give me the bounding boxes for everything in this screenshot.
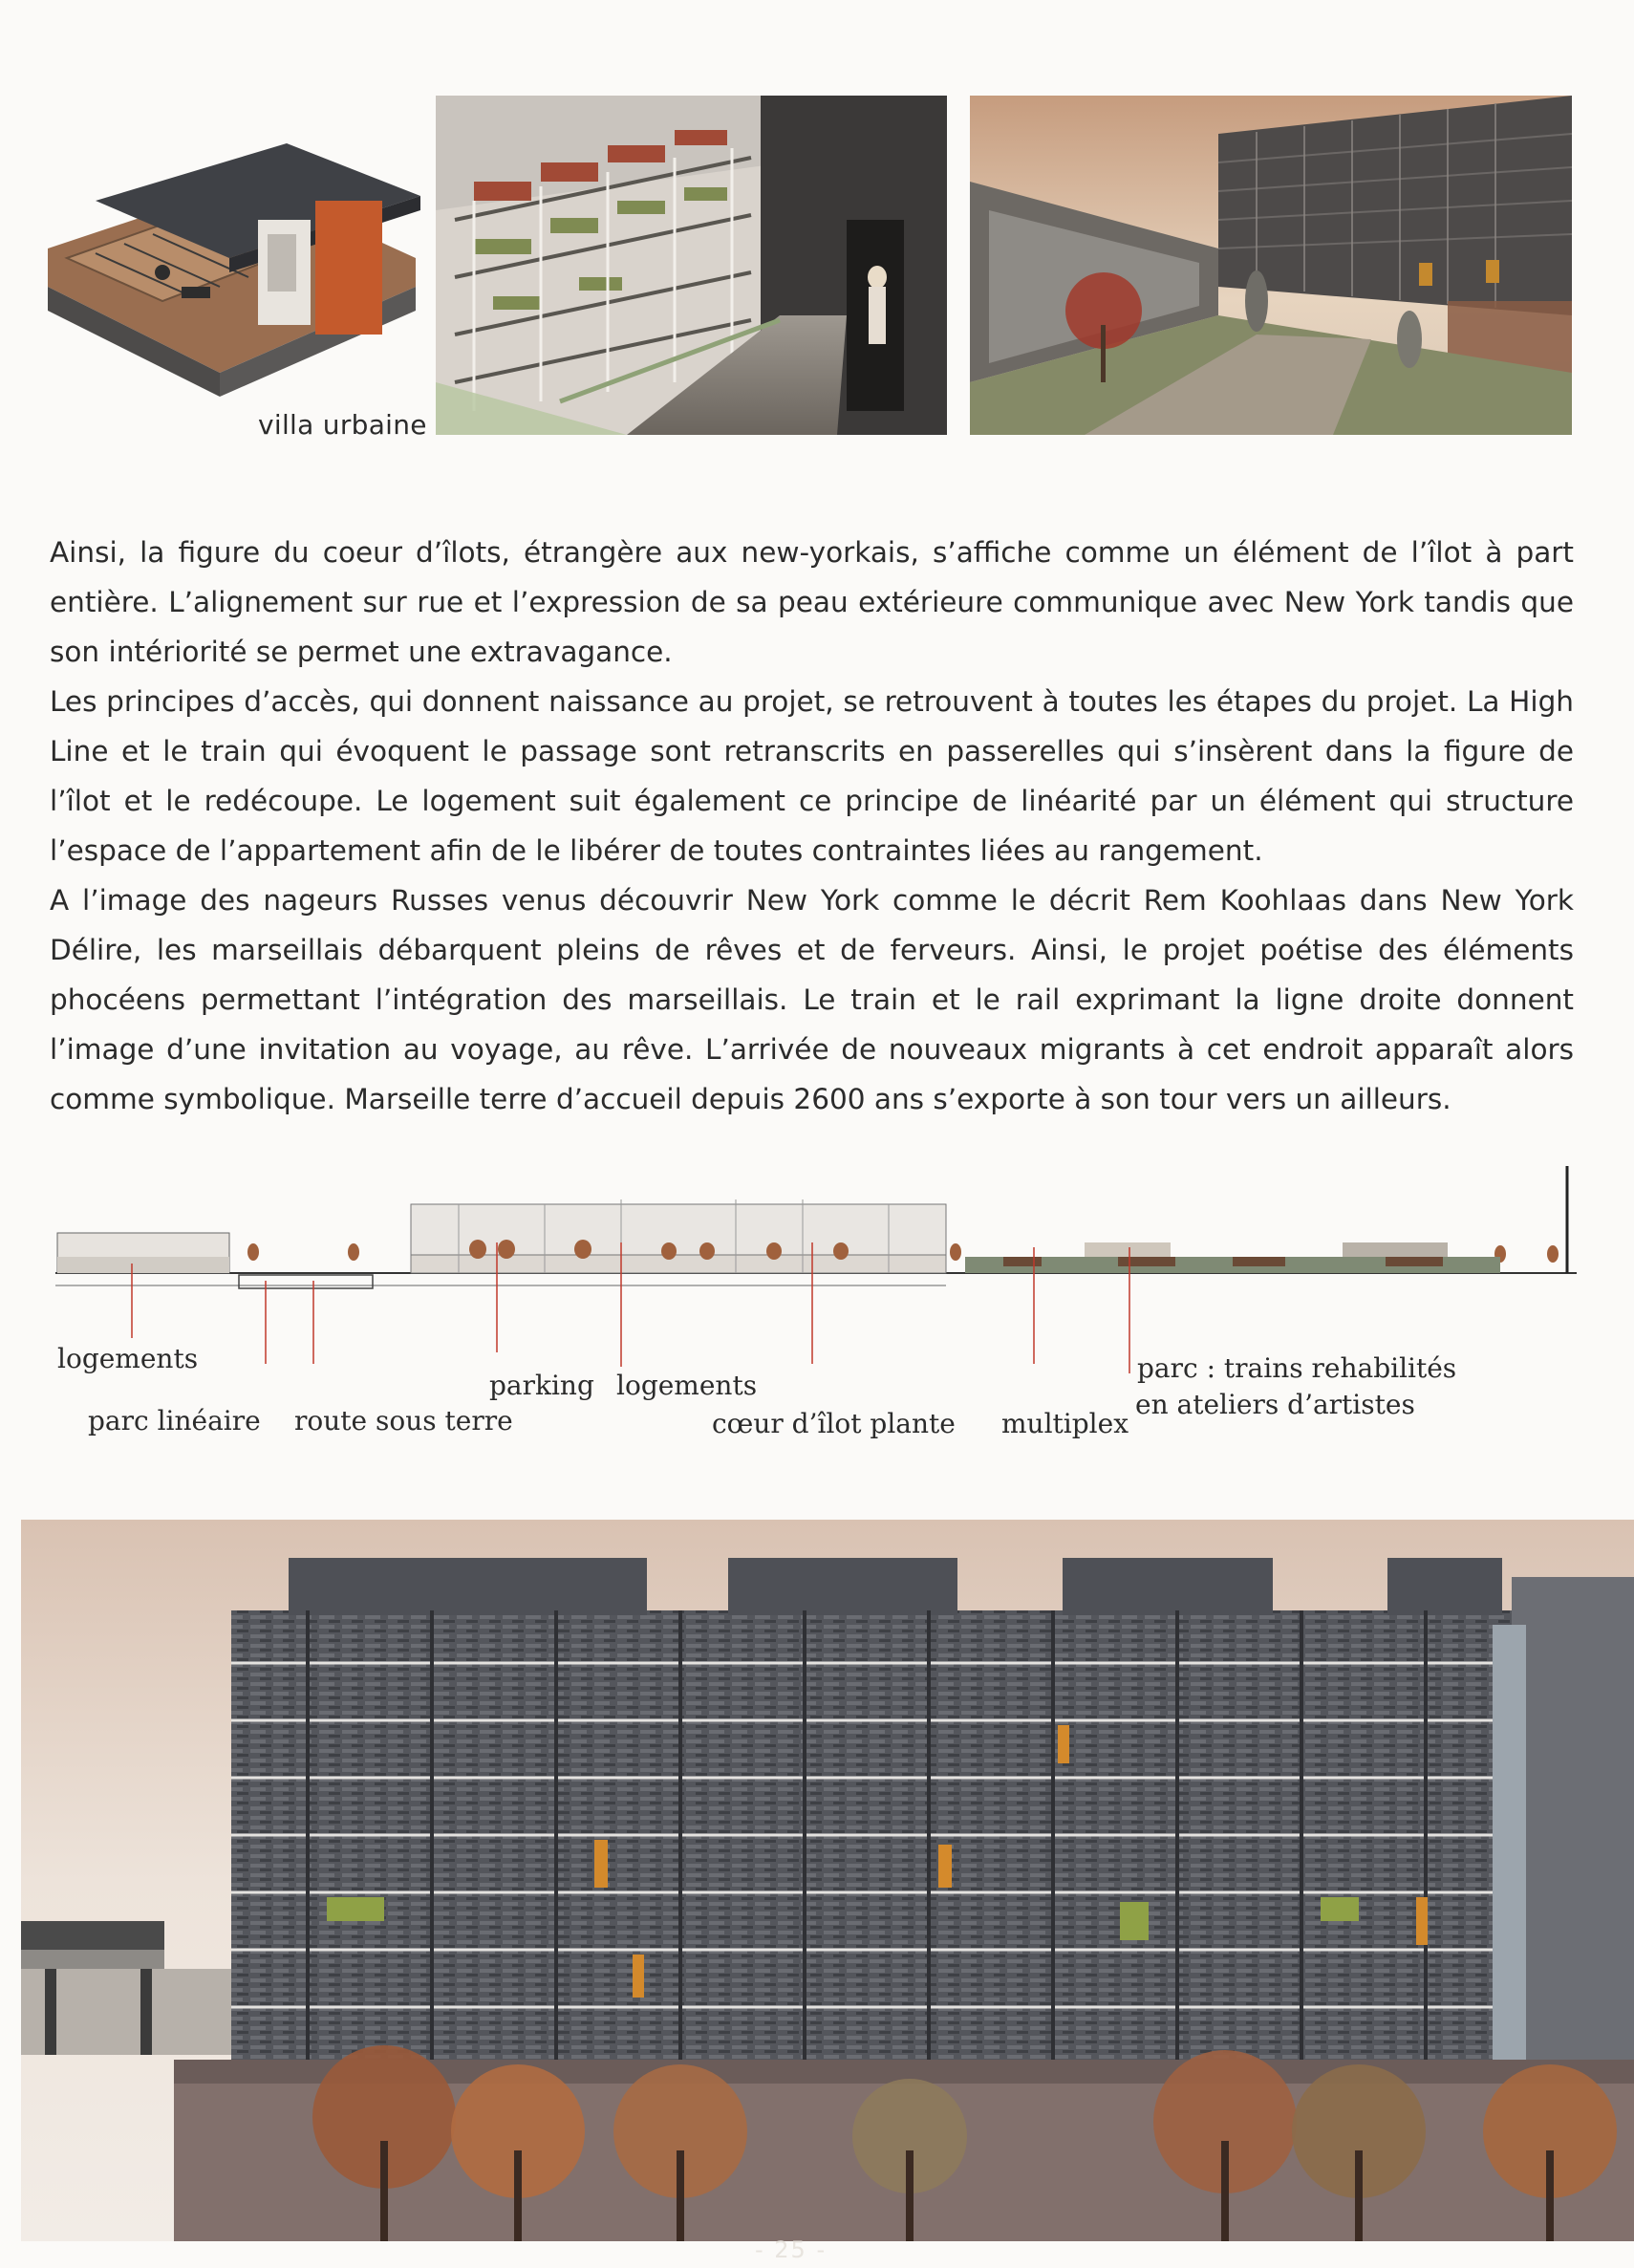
label-parc-lineaire: parc linéaire	[88, 1405, 261, 1436]
paragraph-2: Les principes d’accès, qui donnent naissance au projet, se retrouvent à toutes les étapes du projet. La High Line et le train qui évoquent le passage sont retranscrits en passerelles qui s’insèrent dans la figure de l’îlot et le redécoupe. Le logement suit également ce principe de linéarité par un élément qui structure l’espace de l’appartement afin de le libérer de toutes contraintes liées au rangement.	[50, 685, 1574, 867]
label-logements-left: logements	[57, 1343, 199, 1374]
label-multiplex: multiplex	[1001, 1408, 1129, 1439]
corridor-perspective-render	[436, 96, 947, 435]
paragraph-1: Ainsi, la figure du coeur d’îlots, étrangère aux new-yorkais, s’affiche comme un élément de l’îlot à part entière. L’alignement sur rue et l’expression de sa peau extérieure communique avec New York tandis que son intériorité se permet une extravagance.	[50, 536, 1574, 668]
courtyard-perspective-render	[970, 96, 1572, 435]
site-section-diagram	[48, 1161, 1581, 1448]
label-parc-line2: en ateliers d’artistes	[1135, 1389, 1415, 1420]
paragraph-3: A l’image des nageurs Russes venus découvrir New York comme le décrit Rem Koohlaas dans New York Délire, les marseillais débarquent pleins de rêves et de ferveurs. Ainsi, le projet poétise des éléments phocéens permettant l’intégration des marseillais. Le train et le rail exprimant la ligne droite donnent l’image d’une invitation au voyage, au rêve. L’arrivée de nouveaux migrants à cet endroit apparaît alors comme symbolique. Marseille terre d’accueil depuis 2600 ans s’exporte à son tour vers un ailleurs.	[50, 884, 1574, 1115]
label-logements-mid: logements	[616, 1370, 758, 1401]
label-parc-line1: parc : trains rehabilités	[1137, 1352, 1457, 1384]
label-coeur-ilot: cœur d’îlot plante	[712, 1408, 956, 1439]
page-number: - 25 -	[755, 2236, 828, 2263]
label-route-sous-terre: route sous terre	[294, 1405, 513, 1436]
facade-elevation-render	[21, 1520, 1634, 2241]
villa-urbaine-axonometric	[38, 143, 425, 435]
label-parking: parking	[489, 1370, 594, 1401]
body-text	[50, 528, 1574, 1124]
villa-urbaine-caption: villa urbaine	[258, 409, 427, 441]
